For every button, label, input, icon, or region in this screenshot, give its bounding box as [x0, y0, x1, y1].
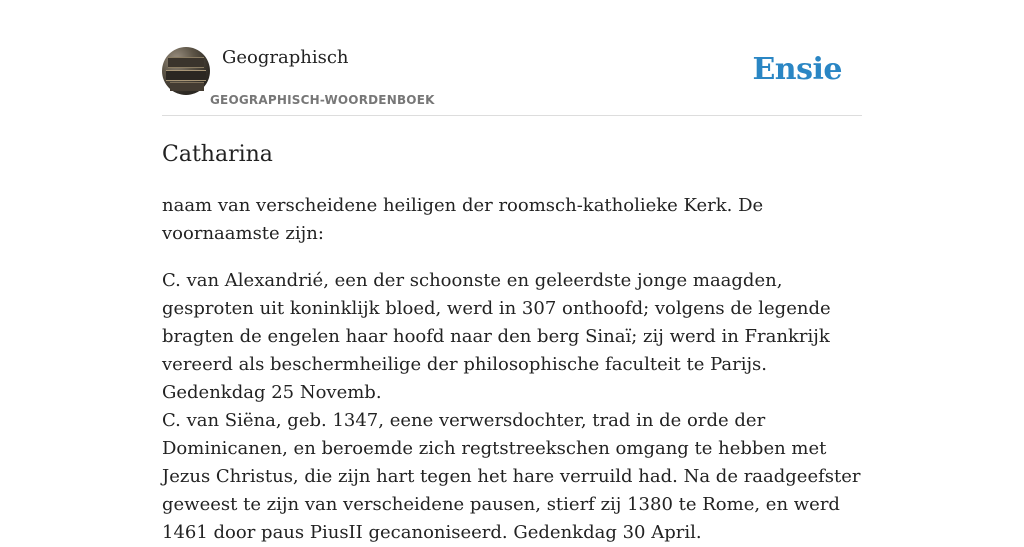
book-icon [166, 70, 206, 81]
ensie-logo[interactable]: Ensie [752, 52, 842, 87]
article-intro: naam van verscheidene heiligen der roomsch-katholieke Kerk. De voornaamste zijn: [162, 195, 764, 244]
source-avatar[interactable] [162, 47, 210, 95]
source-title[interactable]: Geographisch [222, 47, 349, 68]
article-entry: C. van Alexandrié, een der schoonste en geleerdste jonge maagden, gesproten uit koninklijk bloed, werd in 307 onthoofd; volgens de legende bragten de engelen haar hoofd naar den berg Sinaï; zij werd in Frankrijk vereerd als beschermheilige der philosophische faculteit te Parijs. Gedenkdag 25 Novemb. [162, 270, 831, 403]
source-header [162, 46, 862, 116]
source-subtitle[interactable]: GEOGRAPHISCH-WOORDENBOEK [210, 93, 435, 107]
book-icon [170, 82, 204, 91]
article [162, 138, 862, 547]
article-title: Catharina [162, 142, 273, 167]
article-entry: C. van Siëna, geb. 1347, eene verwersdochter, trad in de orde der Dominicanen, en beroemde zich regtstreekschen omgang te hebben met Jezus Christus, die zijn hart tegen het hare verruild had. Na de raadgeefster geweest te zijn van verscheidene pausen, stierf zij 1380 te Rome, en werd 1461 door paus PiusII gecanoniseerd. Gedenkdag 30 April. [162, 410, 861, 543]
book-icon [168, 57, 204, 68]
